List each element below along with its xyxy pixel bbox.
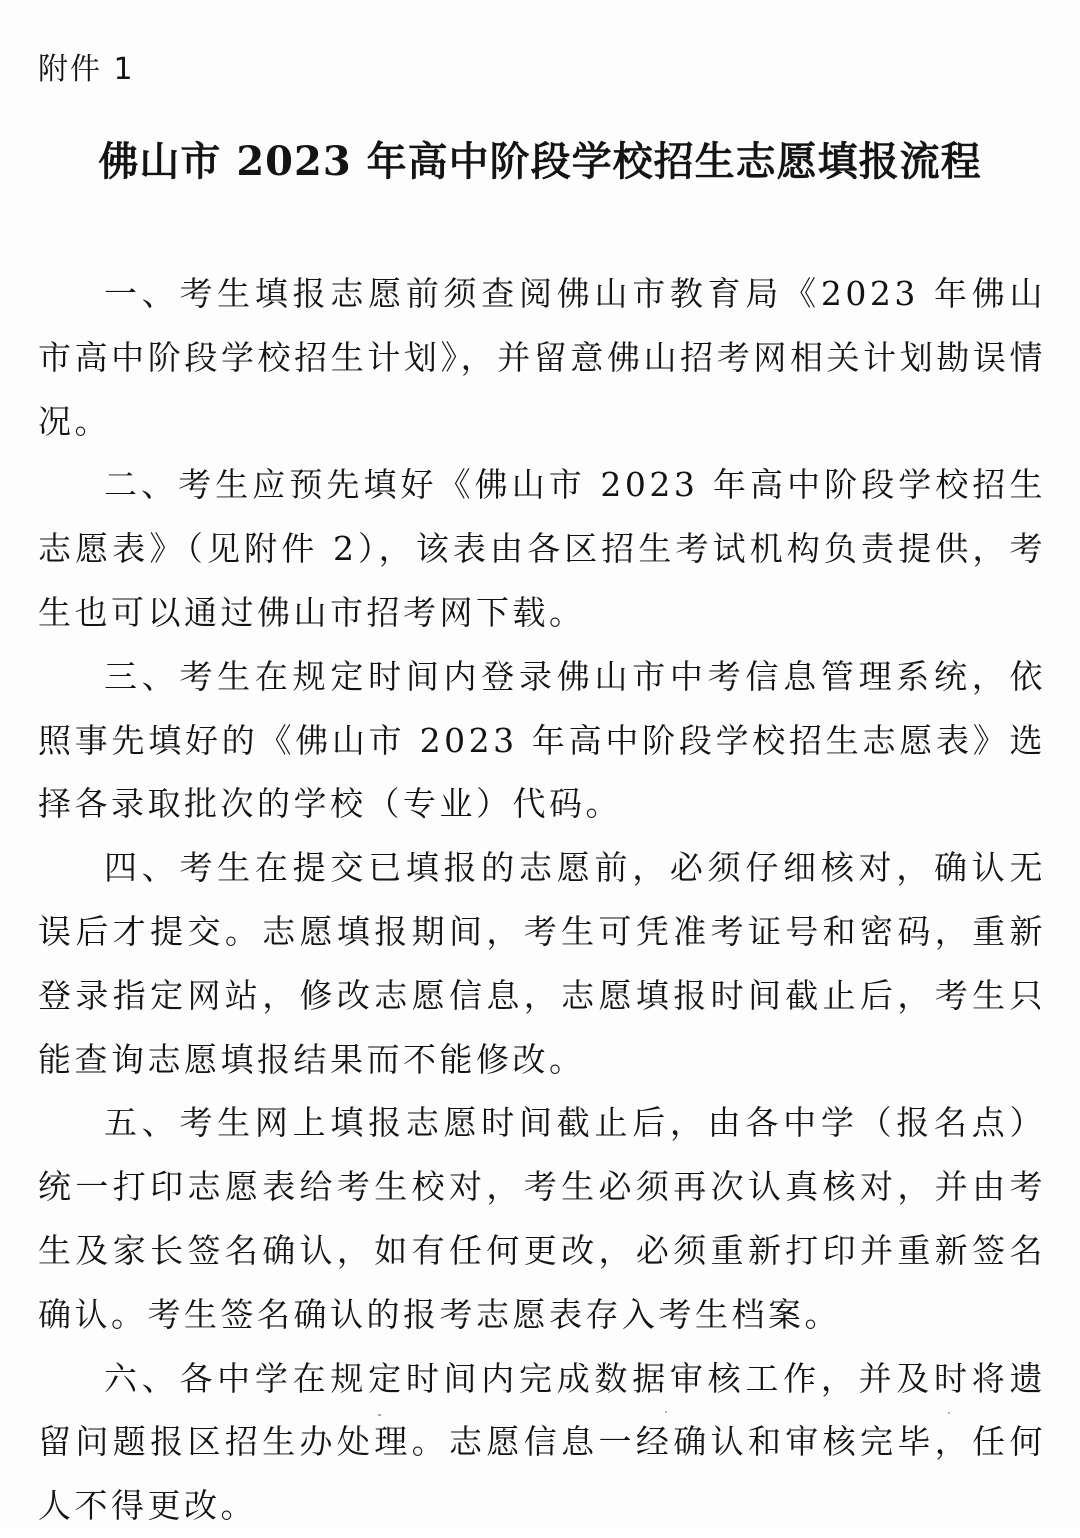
document-body — [38, 262, 1046, 1538]
paragraph-1: 一、考生填报志愿前须查阅佛山市教育局《2023 年佛山市高中阶段学校招生计划》，并留意佛山招考网相关计划勘误情况。 — [38, 274, 1046, 441]
scan-speck — [378, 1414, 381, 1416]
paragraph-5: 五、考生网上填报志愿时间截止后，由各中学（报名点）统一打印志愿表给考生校对，考生必须再次认真核对，并由考生及家长签名确认，如有任何更改，必须重新打印并重新签名确认。考生签名确认的报考志愿表存入考生档案。 — [38, 1103, 1046, 1334]
scan-speck — [665, 1411, 667, 1413]
document-title: 佛山市 2023 年高中阶段学校招生志愿填报流程 — [98, 138, 982, 185]
paragraph-2: 二、考生应预先填好《佛山市 2023 年高中阶段学校招生志愿表》（见附件 2），该表由各区招生考试机构负责提供，考生也可以通过佛山市招考网下载。 — [38, 465, 1046, 632]
paragraph-3: 三、考生在规定时间内登录佛山市中考信息管理系统，依照事先填好的《佛山市 2023 年高中阶段学校招生志愿表》选择各录取批次的学校（专业）代码。 — [38, 656, 1046, 824]
attachment-label: 附件 1 — [38, 52, 135, 87]
scan-speck — [948, 1412, 950, 1414]
paragraph-4: 四、考生在提交已填报的志愿前，必须仔细核对，确认无误后才提交。志愿填报期间，考生可凭准考证号和密码，重新登录指定网站，修改志愿信息，志愿填报时间截止后，考生只能查询志愿填报结果而不能修改。 — [38, 848, 1046, 1079]
paragraph-6: 六、各中学在规定时间内完成数据审核工作，并及时将遗留问题报区招生办处理。志愿信息一经确认和审核完毕，任何人不得更改。 — [38, 1358, 1046, 1526]
